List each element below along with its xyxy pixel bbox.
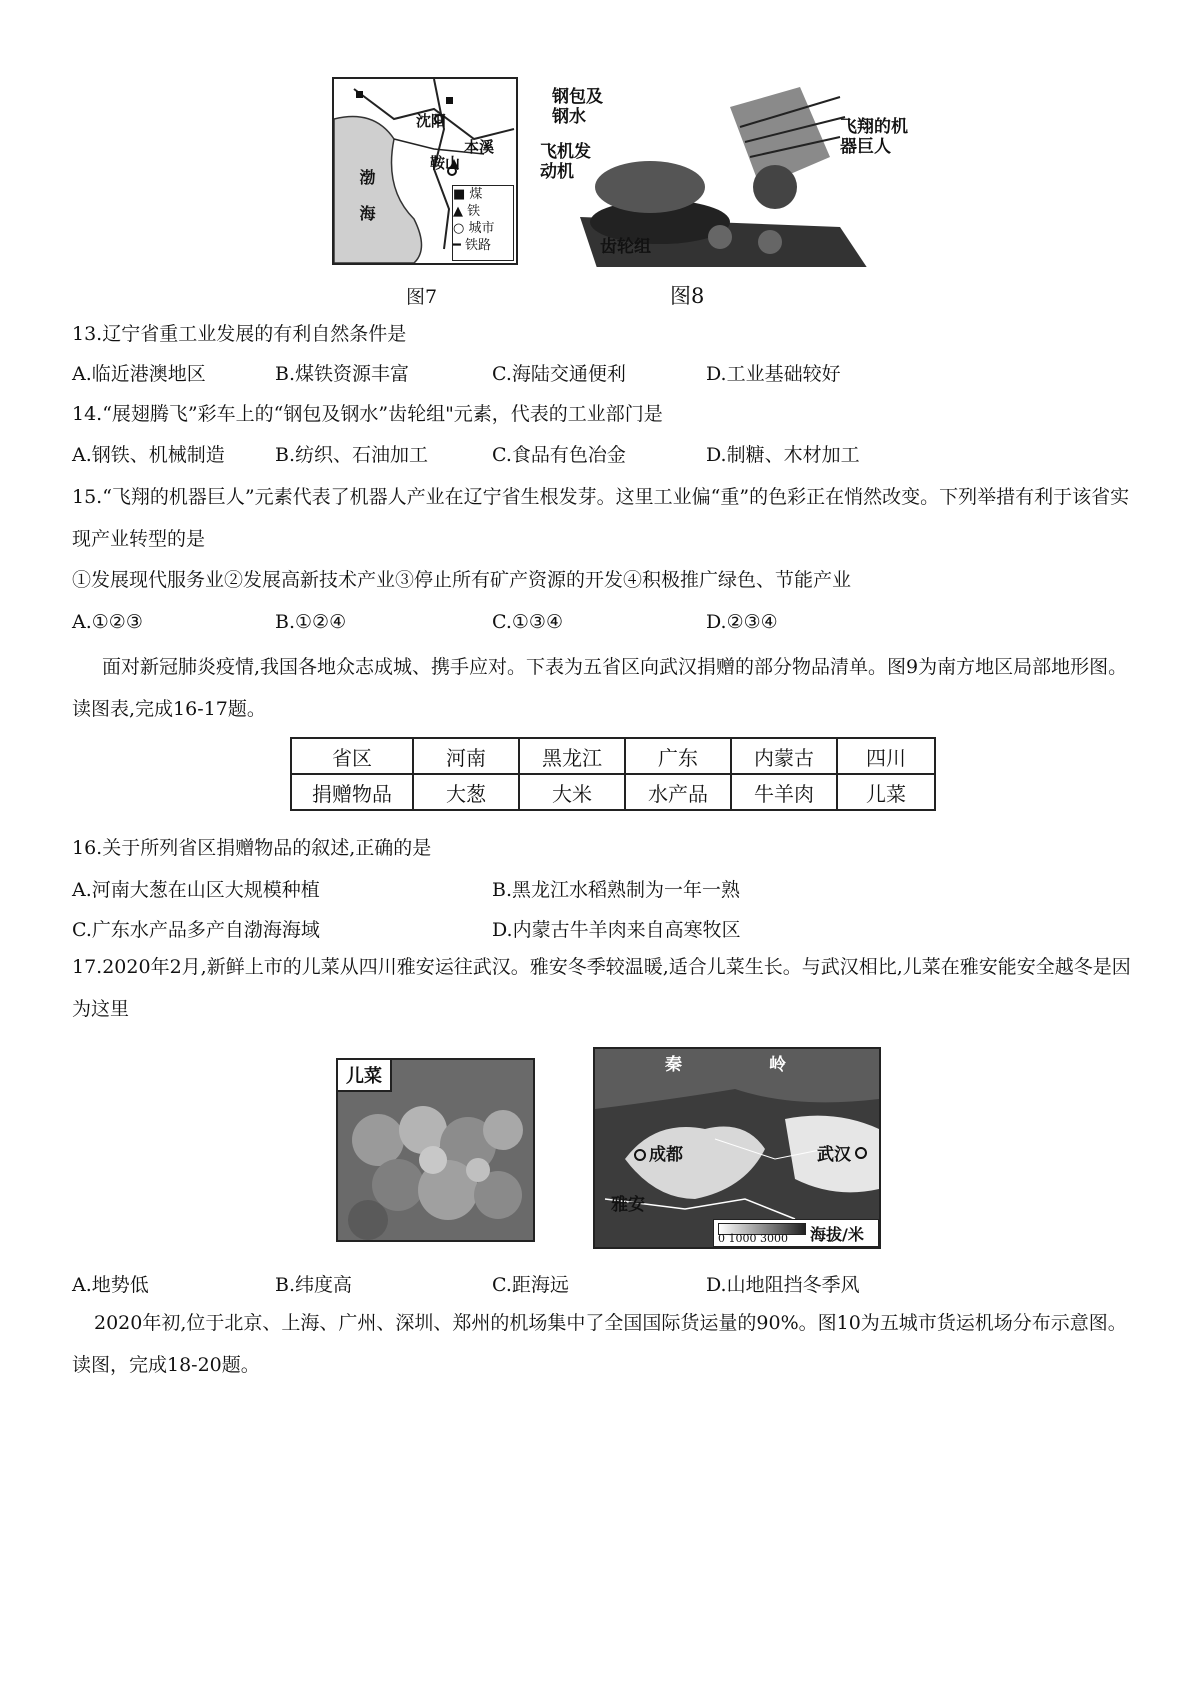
q16-option-a: A.河南大葱在山区大规模种植 bbox=[72, 879, 320, 901]
question-15-items: ①发展现代服务业②发展高新技术产业③停止所有矿产资源的开发④积极推广绿色、节能产业 bbox=[72, 569, 852, 591]
q16-option-d: D.内蒙古牛羊肉来自高寒牧区 bbox=[492, 919, 741, 941]
city-label-benxi: 本溪 bbox=[464, 138, 495, 156]
legend-coal: ■ 煤 bbox=[453, 187, 483, 202]
table-cell: 河南 bbox=[413, 738, 519, 774]
intro-16-17: 面对新冠肺炎疫情,我国各地众志成城、携手应对。下表为五省区向武汉捐赠的部分物品清单。图9为南方地区局部地形图。读图表,完成16-17题。 bbox=[72, 656, 1128, 720]
figure-7-caption: 图7 bbox=[406, 286, 438, 308]
legend-iron: ▲ 铁 bbox=[453, 204, 481, 219]
q14-option-d: D.制糖、木材加工 bbox=[706, 444, 860, 466]
map-label-wuhan: 武汉 bbox=[817, 1145, 851, 1165]
table-cell: 省区 bbox=[291, 738, 413, 774]
table-cell: 捐赠物品 bbox=[291, 774, 413, 810]
table-cell: 儿菜 bbox=[837, 774, 935, 810]
q13-option-b: B.煤铁资源丰富 bbox=[275, 363, 410, 385]
q15-option-c: C.①③④ bbox=[492, 611, 563, 633]
q13-option-a: A.临近港澳地区 bbox=[72, 363, 206, 385]
city-label-shenyang: 沈阳 bbox=[416, 112, 447, 130]
q15-option-d: D.②③④ bbox=[706, 611, 778, 633]
table-cell: 牛羊肉 bbox=[731, 774, 837, 810]
q15-option-b: B.①②④ bbox=[275, 611, 347, 633]
intro-18-20: 2020年初,位于北京、上海、广州、深圳、郑州的机场集中了全国国际货运量的90%。图10为五城市货运机场分布示意图。读图，完成18-20题。 bbox=[72, 1312, 1127, 1376]
table-row bbox=[291, 774, 935, 810]
q14-option-c: C.食品有色冶金 bbox=[492, 444, 626, 466]
label-steel-ladle: 钢包及钢水 bbox=[552, 87, 603, 127]
table-cell: 广东 bbox=[625, 738, 731, 774]
photo-label: 儿菜 bbox=[338, 1060, 392, 1092]
figure-7-map bbox=[332, 77, 518, 265]
q13-option-d: D.工业基础较好 bbox=[706, 363, 841, 385]
q14-option-a: A.钢铁、机械制造 bbox=[72, 444, 225, 466]
q17-option-b: B.纬度高 bbox=[275, 1274, 353, 1296]
legend-city: ○ 城市 bbox=[453, 221, 495, 236]
question-16-stem: 16.关于所列省区捐赠物品的叙述,正确的是 bbox=[72, 837, 432, 859]
sea-label: 渤海 bbox=[357, 169, 376, 241]
question-15-stem: 15.“飞翔的机器巨人”元素代表了机器人产业在辽宁省生根发芽。这里工业偏“重”的色彩正在悄然改变。下列举措有利于该省实现产业转型的是 bbox=[72, 486, 1130, 550]
elevation-legend-title: 海拔/米 bbox=[810, 1225, 864, 1244]
table-cell: 黑龙江 bbox=[519, 738, 625, 774]
legend-railway: ━ 铁路 bbox=[453, 238, 491, 253]
question-17-stem: 17.2020年2月,新鲜上市的儿菜从四川雅安运往武汉。雅安冬季较温暖,适合儿菜生长。与武汉相比,儿菜在雅安能安全越冬是因为这里 bbox=[72, 956, 1131, 1020]
city-label-anshan: 鞍山 bbox=[430, 154, 461, 172]
q14-option-b: B.纺织、石油加工 bbox=[275, 444, 429, 466]
figure-8-caption: 图8 bbox=[670, 284, 705, 308]
map-label-yaan: 雅安 bbox=[611, 1195, 645, 1215]
map-label-qin: 秦 bbox=[665, 1055, 682, 1075]
elevation-ticks: 0 1000 3000 bbox=[718, 1232, 788, 1245]
ercai-photo bbox=[336, 1058, 535, 1242]
map-legend bbox=[452, 185, 514, 261]
q17-option-c: C.距海远 bbox=[492, 1274, 569, 1296]
q16-option-b: B.黑龙江水稻熟制为一年一熟 bbox=[492, 879, 741, 901]
map-label-ling: 岭 bbox=[769, 1055, 786, 1075]
table-cell: 水产品 bbox=[625, 774, 731, 810]
question-14-stem: 14.“展翅腾飞”彩车上的“钢包及钢水”齿轮组"元素，代表的工业部门是 bbox=[72, 403, 663, 425]
label-robot-giant: 飞翔的机器巨人 bbox=[840, 117, 908, 157]
terrain-map bbox=[593, 1047, 881, 1249]
label-gear-set: 齿轮组 bbox=[600, 237, 651, 257]
q13-option-c: C.海陆交通便利 bbox=[492, 363, 626, 385]
table-row bbox=[291, 738, 935, 774]
donation-table bbox=[290, 737, 936, 811]
table-cell: 内蒙古 bbox=[731, 738, 837, 774]
question-13-stem: 13.辽宁省重工业发展的有利自然条件是 bbox=[72, 323, 407, 345]
q17-option-d: D.山地阻挡冬季风 bbox=[706, 1274, 860, 1296]
q15-option-a: A.①②③ bbox=[72, 611, 143, 633]
elevation-legend bbox=[713, 1219, 879, 1247]
table-cell: 大葱 bbox=[413, 774, 519, 810]
label-aircraft-engine: 飞机发动机 bbox=[540, 142, 591, 182]
table-cell: 大米 bbox=[519, 774, 625, 810]
map-label-chengdu: 成都 bbox=[649, 1145, 683, 1165]
q16-option-c: C.广东水产品多产自渤海海域 bbox=[72, 919, 320, 941]
figure-8-float bbox=[540, 77, 910, 267]
table-cell: 四川 bbox=[837, 738, 935, 774]
q17-option-a: A.地势低 bbox=[72, 1274, 149, 1296]
